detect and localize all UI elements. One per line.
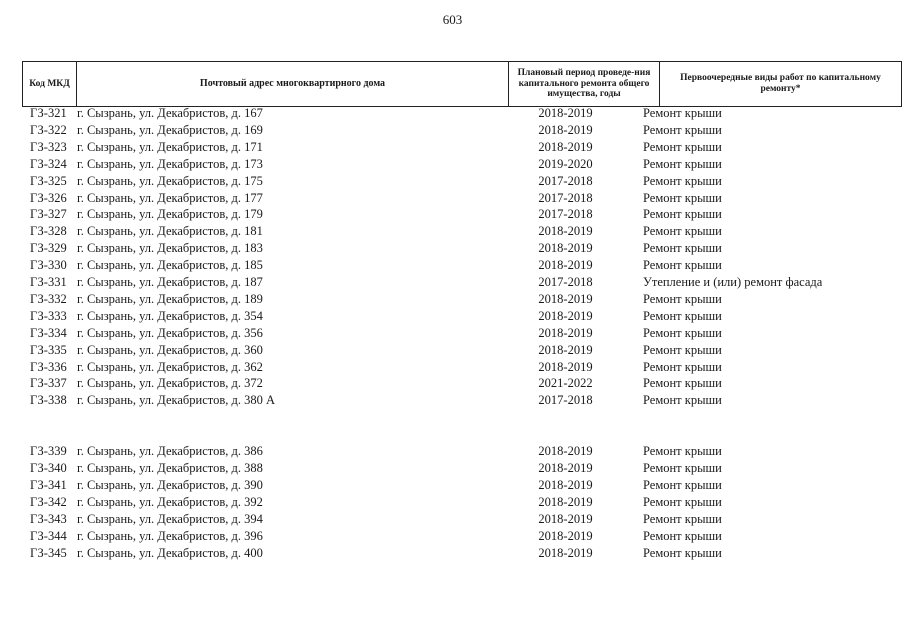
row-address: г. Сызрань, ул. Декабристов, д. 372 (77, 376, 263, 391)
row-period: 2018-2019 (538, 258, 593, 273)
row-address: г. Сызрань, ул. Декабристов, д. 354 (77, 308, 263, 323)
table-row (0, 156, 905, 173)
row-code: ГЗ-328 (30, 224, 67, 239)
row-period: 2018-2019 (538, 494, 593, 509)
row-period: 2018-2019 (538, 528, 593, 543)
row-address: г. Сызрань, ул. Декабристов, д. 388 (77, 461, 263, 476)
row-period: 2018-2019 (538, 545, 593, 560)
row-period: 2018-2019 (538, 122, 593, 137)
row-code: ГЗ-339 (30, 444, 67, 459)
row-code: ГЗ-344 (30, 528, 67, 543)
row-work: Ремонт крыши (643, 308, 722, 323)
table-row (0, 511, 905, 528)
table-row (0, 206, 905, 223)
table-row (0, 139, 905, 156)
row-work: Ремонт крыши (643, 478, 722, 492)
row-code: ГЗ-335 (30, 342, 67, 357)
row-code: ГЗ-327 (30, 207, 67, 222)
row-code: ГЗ-326 (30, 190, 67, 205)
row-work: Ремонт крыши (643, 173, 722, 188)
row-code: ГЗ-341 (30, 478, 67, 492)
table-row (0, 223, 905, 240)
row-address: г. Сызрань, ул. Декабристов, д. 171 (77, 139, 263, 154)
row-code: ГЗ-334 (30, 325, 67, 340)
row-work: Ремонт крыши (643, 342, 722, 357)
row-address: г. Сызрань, ул. Декабристов, д. 390 (77, 478, 263, 492)
header-code: Код МКД (22, 62, 76, 106)
row-code: ГЗ-325 (30, 173, 67, 188)
row-work: Ремонт крыши (643, 258, 722, 273)
table-row (0, 545, 905, 562)
row-work: Ремонт крыши (643, 224, 722, 239)
row-code: ГЗ-342 (30, 494, 67, 509)
row-work: Ремонт крыши (643, 376, 722, 391)
row-code: ГЗ-331 (30, 275, 67, 289)
row-period: 2018-2019 (538, 224, 593, 239)
row-code: ГЗ-345 (30, 545, 67, 560)
row-period: 2018-2019 (538, 325, 593, 340)
row-address: г. Сызрань, ул. Декабристов, д. 167 (77, 106, 263, 120)
row-work: Ремонт крыши (643, 461, 722, 476)
row-code: ГЗ-338 (30, 393, 67, 408)
table-row (0, 342, 905, 359)
header-address: Почтовый адрес многоквартирного дома (76, 62, 508, 106)
row-work: Ремонт крыши (643, 545, 722, 560)
row-work: Ремонт крыши (643, 444, 722, 459)
table-row (0, 477, 905, 494)
row-address: г. Сызрань, ул. Декабристов, д. 362 (77, 359, 263, 374)
row-code: ГЗ-324 (30, 156, 67, 171)
row-work: Ремонт крыши (643, 528, 722, 543)
table-row (0, 443, 905, 460)
row-address: г. Сызрань, ул. Декабристов, д. 173 (77, 156, 263, 171)
row-work: Ремонт крыши (643, 190, 722, 205)
row-code: ГЗ-337 (30, 376, 67, 391)
row-period: 2018-2019 (538, 139, 593, 154)
row-period: 2018-2019 (538, 342, 593, 357)
row-period: 2018-2019 (538, 291, 593, 306)
row-work: Ремонт крыши (643, 122, 722, 137)
row-work: Ремонт крыши (643, 291, 722, 306)
row-code: ГЗ-333 (30, 308, 67, 323)
table-row (0, 274, 905, 291)
table-row (0, 173, 905, 190)
row-period: 2021-2022 (538, 376, 593, 391)
row-address: г. Сызрань, ул. Декабристов, д. 396 (77, 528, 263, 543)
table-row (0, 375, 905, 392)
row-period: 2017-2018 (538, 275, 593, 289)
row-work: Ремонт крыши (643, 241, 722, 256)
row-period: 2017-2018 (538, 393, 593, 408)
table-row (0, 460, 905, 477)
row-work: Ремонт крыши (643, 359, 722, 374)
row-period: 2018-2019 (538, 359, 593, 374)
row-address: г. Сызрань, ул. Декабристов, д. 360 (77, 342, 263, 357)
table-row (0, 392, 905, 409)
table-row (0, 308, 905, 325)
table-row (0, 325, 905, 342)
row-work: Утепление и (или) ремонт фасада (643, 275, 823, 289)
header-period: Плановый период проведе-ния капитального ремонта общего имущества, годы (508, 62, 659, 106)
row-code: ГЗ-323 (30, 139, 67, 154)
row-code: ГЗ-321 (30, 106, 67, 120)
row-work: Ремонт крыши (643, 511, 722, 526)
row-work: Ремонт крыши (643, 106, 722, 120)
table-row (0, 291, 905, 308)
row-period: 2017-2018 (538, 207, 593, 222)
row-work: Ремонт крыши (643, 494, 722, 509)
row-period: 2018-2019 (538, 511, 593, 526)
row-code: ГЗ-329 (30, 241, 67, 256)
row-address: г. Сызрань, ул. Декабристов, д. 394 (77, 511, 263, 526)
row-code: ГЗ-330 (30, 258, 67, 273)
row-address: г. Сызрань, ул. Декабристов, д. 400 (77, 545, 263, 560)
row-period: 2018-2019 (538, 106, 593, 120)
row-address: г. Сызрань, ул. Декабристов, д. 392 (77, 494, 263, 509)
row-address: г. Сызрань, ул. Декабристов, д. 181 (77, 224, 263, 239)
row-address: г. Сызрань, ул. Декабристов, д. 169 (77, 122, 263, 137)
table-row (0, 240, 905, 257)
row-address: г. Сызрань, ул. Декабристов, д. 177 (77, 190, 263, 205)
row-work: Ремонт крыши (643, 325, 722, 340)
row-period: 2018-2019 (538, 241, 593, 256)
row-address: г. Сызрань, ул. Декабристов, д. 175 (77, 173, 263, 188)
header-works: Первоочередные виды работ по капитальному ремонту* (659, 62, 902, 106)
row-address: г. Сызрань, ул. Декабристов, д. 189 (77, 291, 263, 306)
table-row (0, 494, 905, 511)
row-period: 2018-2019 (538, 308, 593, 323)
row-code: ГЗ-322 (30, 122, 67, 137)
row-period: 2019-2020 (538, 156, 593, 171)
row-address: г. Сызрань, ул. Декабристов, д. 183 (77, 241, 263, 256)
row-address: г. Сызрань, ул. Декабристов, д. 185 (77, 258, 263, 273)
row-code: ГЗ-336 (30, 359, 67, 374)
row-code: ГЗ-343 (30, 511, 67, 526)
row-period: 2017-2018 (538, 173, 593, 188)
row-address: г. Сызрань, ул. Декабристов, д. 386 (77, 444, 263, 459)
table-row (0, 359, 905, 376)
row-work: Ремонт крыши (643, 393, 722, 408)
row-code: ГЗ-332 (30, 291, 67, 306)
row-period: 2018-2019 (538, 444, 593, 459)
row-address: г. Сызрань, ул. Декабристов, д. 179 (77, 207, 263, 222)
page-number: 603 (442, 12, 463, 27)
row-address: г. Сызрань, ул. Декабристов, д. 356 (77, 325, 263, 340)
row-work: Ремонт крыши (643, 139, 722, 154)
table-row (0, 122, 905, 139)
row-period: 2018-2019 (538, 461, 593, 476)
table-row (0, 257, 905, 274)
row-work: Ремонт крыши (643, 207, 722, 222)
row-work: Ремонт крыши (643, 156, 722, 171)
row-code: ГЗ-340 (30, 461, 67, 476)
table-row (0, 190, 905, 207)
row-address: г. Сызрань, ул. Декабристов, д. 187 (77, 275, 263, 289)
table-row (0, 105, 905, 122)
row-period: 2017-2018 (538, 190, 593, 205)
row-address: г. Сызрань, ул. Декабристов, д. 380 А (77, 393, 275, 408)
table-row (0, 528, 905, 545)
row-period: 2018-2019 (538, 478, 593, 492)
